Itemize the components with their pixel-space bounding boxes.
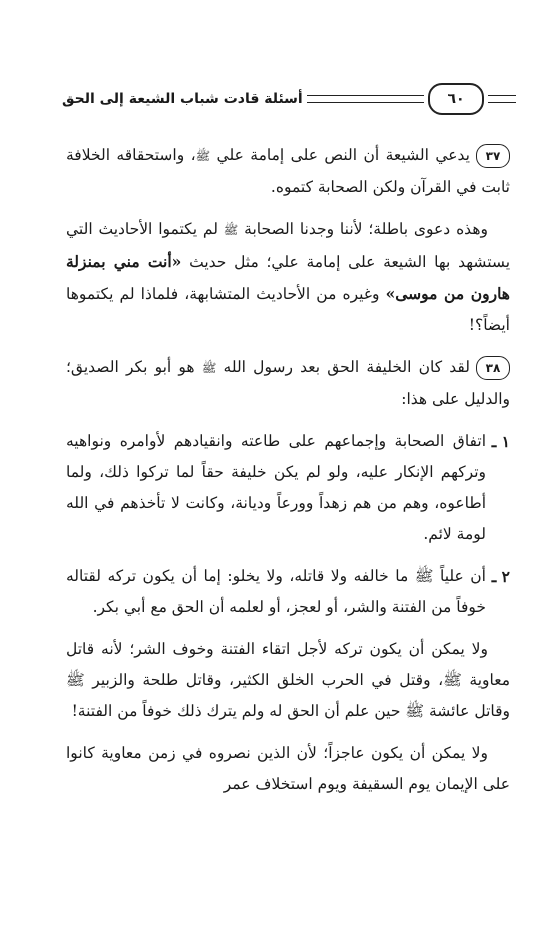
page-number: ٦٠ — [428, 83, 484, 115]
item-number: ١ ـ — [491, 432, 510, 451]
q38-text-b: هو أبو بكر الصديق؛ والدليل على هذا: — [66, 358, 510, 408]
question-38 — [66, 352, 510, 415]
question-37 — [66, 140, 510, 203]
header-rule-right — [488, 95, 516, 103]
q38-text-a: لقد كان الخليفة الحق بعد رسول الله — [223, 358, 470, 376]
reply-37 — [66, 214, 510, 341]
paragraph-ajz: ولا يمكن أن يكون عاجزاً؛ لأن الذين نصروه في زمن معاوية كانوا على الإيمان يوم السقيفة ويوم استخلاف عمر — [66, 744, 510, 793]
question-number-badge: ٣٧ — [476, 144, 510, 168]
evidence-item-2 — [66, 561, 510, 623]
honorific-glyph: ﷺ — [223, 223, 239, 237]
honorific-glyph: ﷺ — [201, 361, 217, 375]
reply37-text-a: وهذه دعوى باطلة؛ لأننا وجدنا الصحابة — [244, 220, 488, 238]
page-body — [66, 140, 510, 811]
q37-text-a: يدعي الشيعة أن النص على إمامة علي — [216, 146, 470, 164]
item-text: اتفاق الصحابة وإجماعهم على طاعته وانقيادهم لأوامره ونواهيه وتركهم الإنكار عليه، ولو لم يكن خليفة حقاً لما تركوا ذلك، ولما أطاعوه، وهم من هم زهداً وورعاً وديانة، وكانت لا تأخذهم في الله لومة لائم. — [66, 432, 486, 543]
reply37-text-b: لم يكتموا الأحاديث التي يستشهد بها الشيعة على إمامة علي؛ مثل حديث — [66, 220, 511, 271]
reply37-text-c: وغيره من الأحاديث المتشابهة، فلماذا لم يكتموها أيضاً؟! — [66, 285, 510, 334]
q37-text-b: ، واستحقاقه الخلافة ثابت في القرآن ولكن الصحابة كتموه. — [66, 146, 510, 196]
hadith-quote: «أنت مني بمنزلة هارون من موسى» — [66, 252, 510, 303]
page-header — [62, 82, 516, 116]
book-title: أسئلة قادت شباب الشيعة إلى الحق — [62, 91, 303, 107]
item-text: أن علياً ﷺ ما خالفه ولا قاتله، ولا يخلو: إما أن يكون تركه لقتاله خوفاً من الفتنة والشر، أو لعجز، أو لعلمه أن الحق مع أبي بكر. — [66, 567, 486, 616]
item-number: ٢ ـ — [491, 567, 510, 586]
evidence-item-1 — [66, 426, 510, 550]
honorific-glyph: ﷺ — [195, 149, 211, 163]
question-number-badge: ٣٨ — [476, 356, 510, 380]
paragraph-fitna: ولا يمكن أن يكون تركه لأجل اتقاء الفتنة وخوف الشر؛ لأنه قاتل معاوية ﷺ، وقتل في الحرب الخلق الكثير، وقاتل طلحة والزبير ﷺ وقاتل عائشة ﷺ حين علم أن الحق له ولم يترك ذلك خوفاً من الفتنة! — [66, 640, 510, 720]
header-rule — [307, 95, 424, 103]
